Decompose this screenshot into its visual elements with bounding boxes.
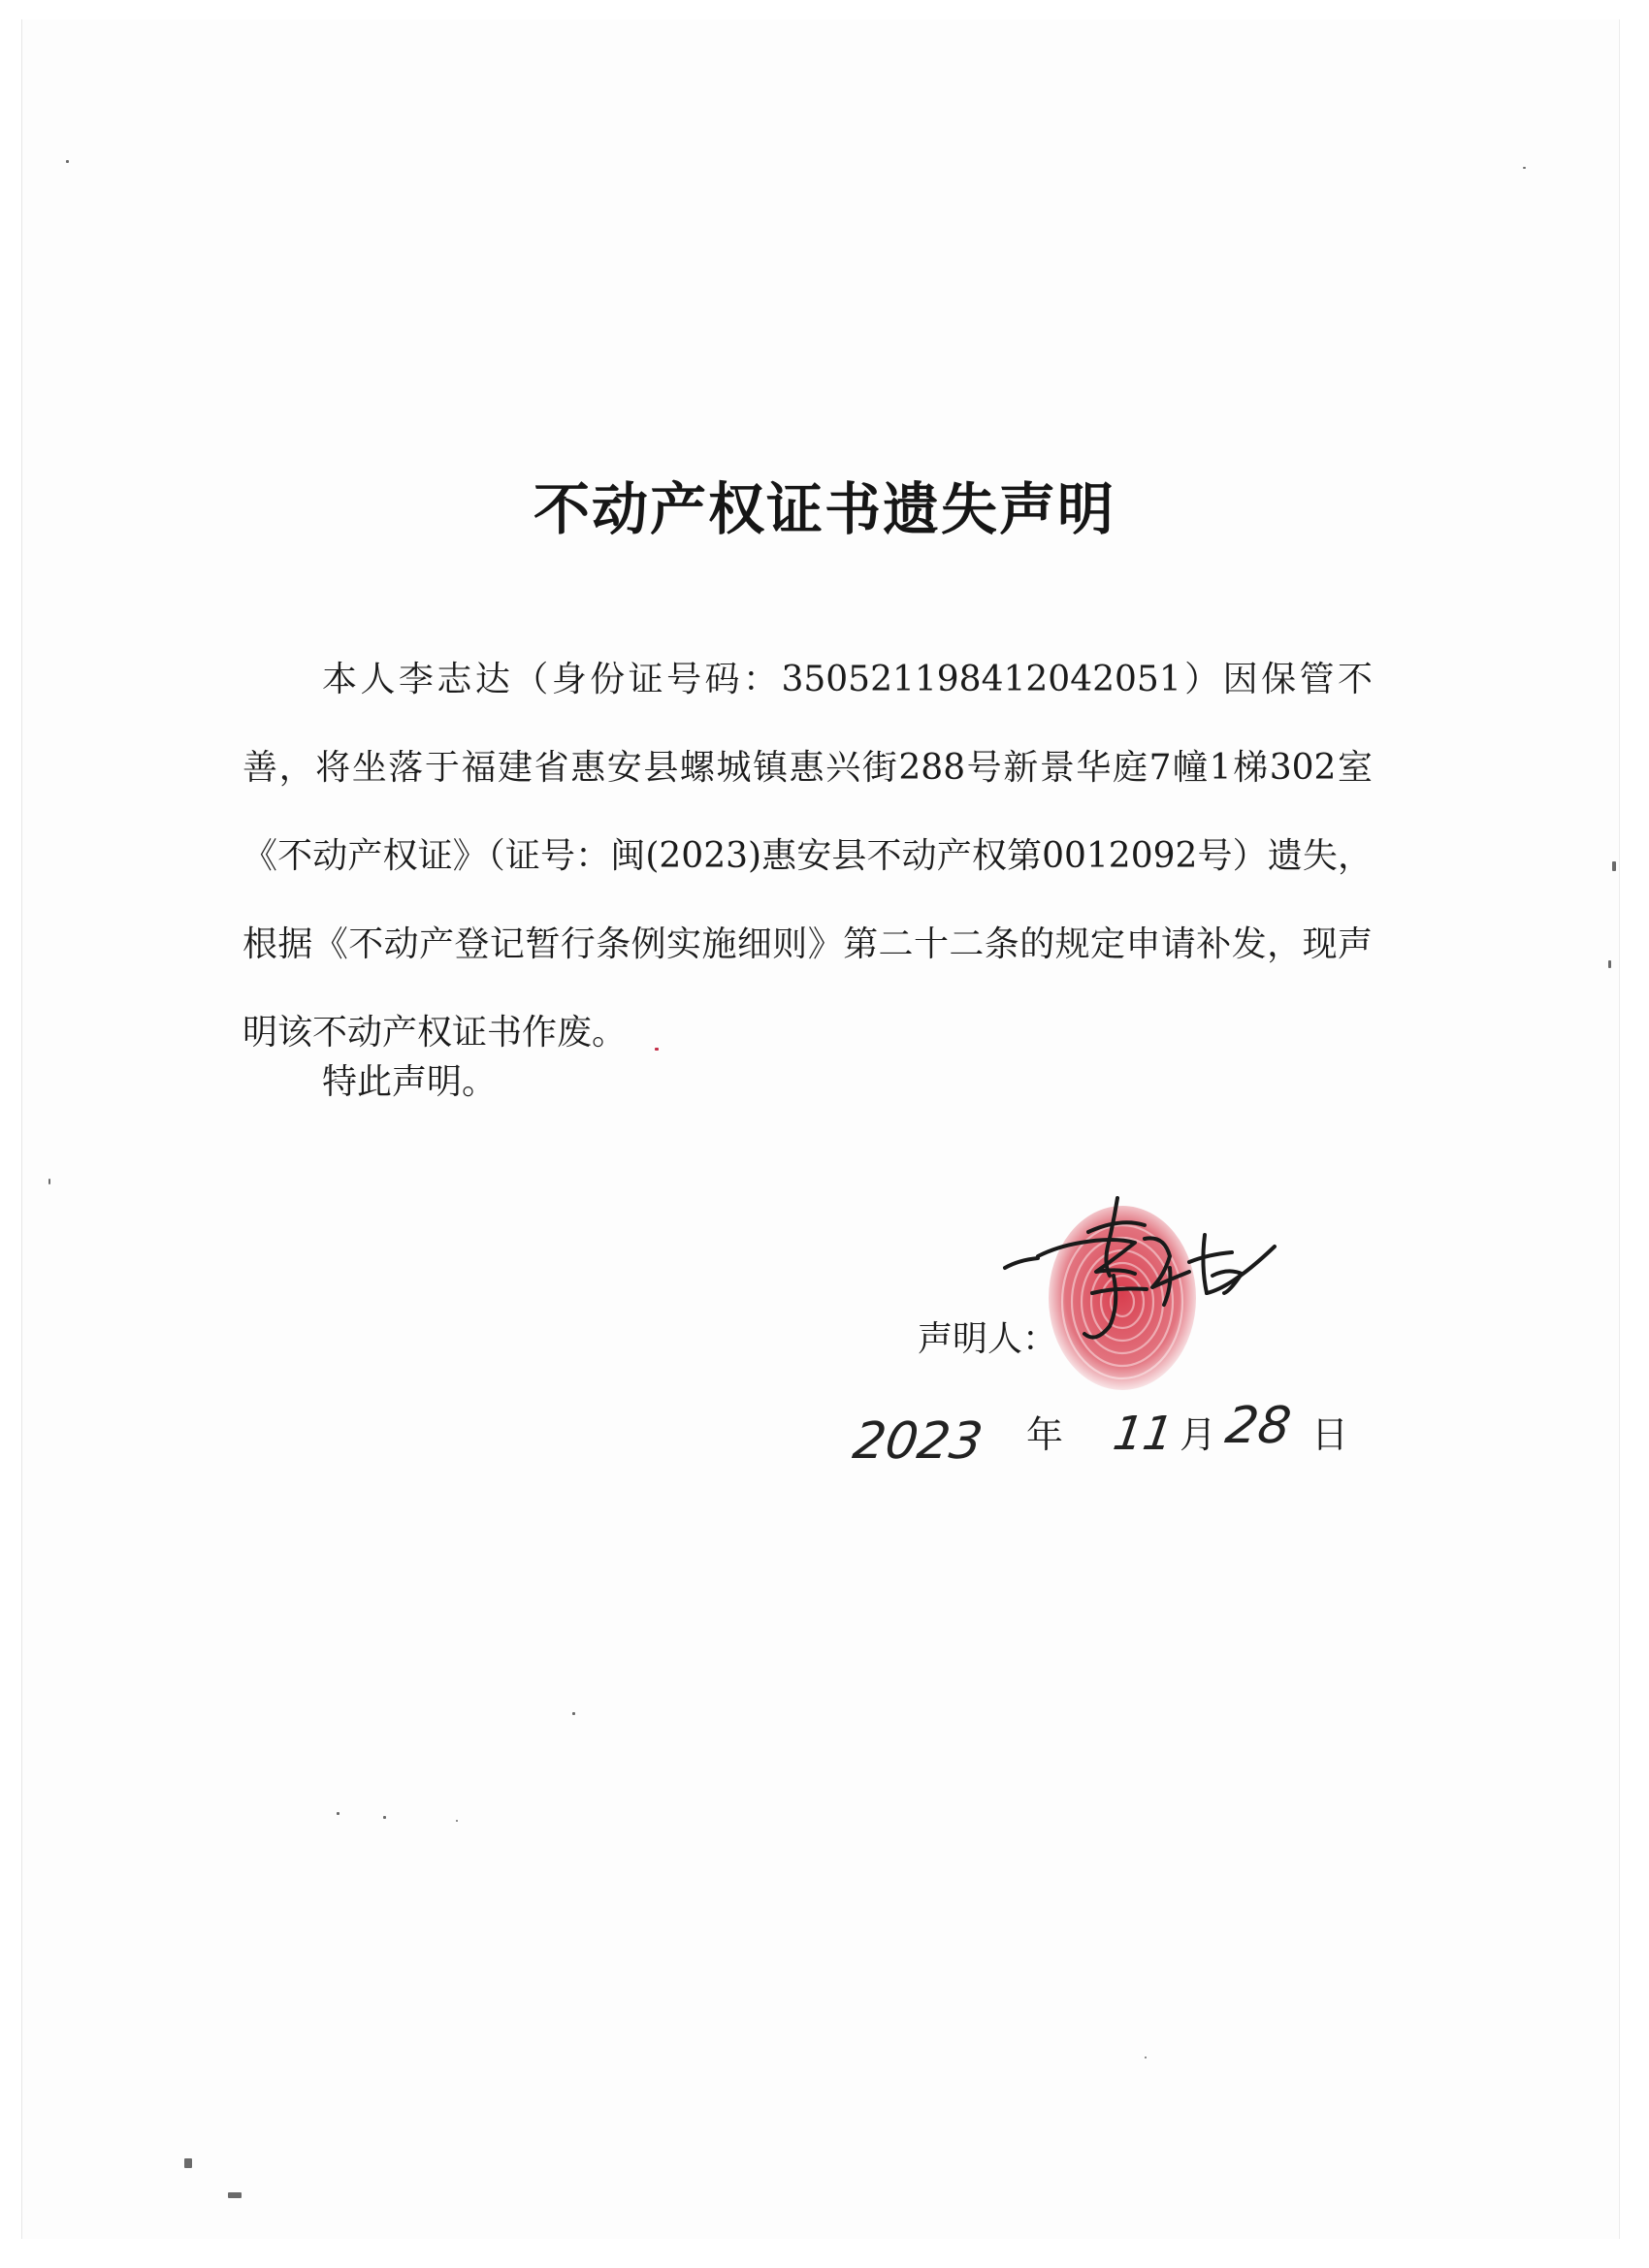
declaration-body: 本人李志达（身份证号码：350521198412042051）因保管不善，将坐落于福建省惠安县螺城镇惠兴街288号新景华庭7幢1梯302室《不动产权证》（证号：闽(2023)惠安县不动产权第0012092号）遗失，根据《不动产登记暂行条例实施细则》第二十二条的规定申请补发，现声明该不动产权证书作废。 bbox=[242, 660, 1373, 1053]
date-day-handwritten: 28 bbox=[1221, 1397, 1295, 1455]
declarant-label: 声明人： bbox=[918, 1319, 1058, 1359]
declaration-date bbox=[849, 1385, 1358, 1492]
closing-statement: 特此声明。 bbox=[322, 1062, 498, 1102]
handwritten-signature bbox=[999, 1179, 1280, 1373]
scan-speck bbox=[383, 1816, 386, 1819]
scan-speck bbox=[456, 1820, 458, 1822]
date-year-handwritten: 2023 bbox=[849, 1412, 986, 1471]
document-title: 不动产权证书遗失声明 bbox=[533, 476, 1116, 542]
date-month-handwritten: 11 bbox=[1110, 1407, 1178, 1461]
scan-speck bbox=[1523, 167, 1526, 169]
date-month-label: 月 bbox=[1180, 1413, 1217, 1456]
scan-speck bbox=[48, 1179, 50, 1184]
scan-speck bbox=[184, 2158, 192, 2168]
paper-sheet bbox=[21, 19, 1620, 2239]
date-day-label: 日 bbox=[1311, 1413, 1349, 1456]
scan-speck bbox=[572, 1712, 575, 1715]
scan-speck bbox=[66, 160, 69, 163]
scan-speck bbox=[337, 1812, 340, 1815]
scan-speck bbox=[1612, 861, 1616, 871]
scan-speck bbox=[1608, 960, 1611, 968]
scan-speck bbox=[1145, 2057, 1147, 2058]
scan-speck bbox=[228, 2192, 242, 2198]
date-year-label: 年 bbox=[1026, 1413, 1064, 1456]
